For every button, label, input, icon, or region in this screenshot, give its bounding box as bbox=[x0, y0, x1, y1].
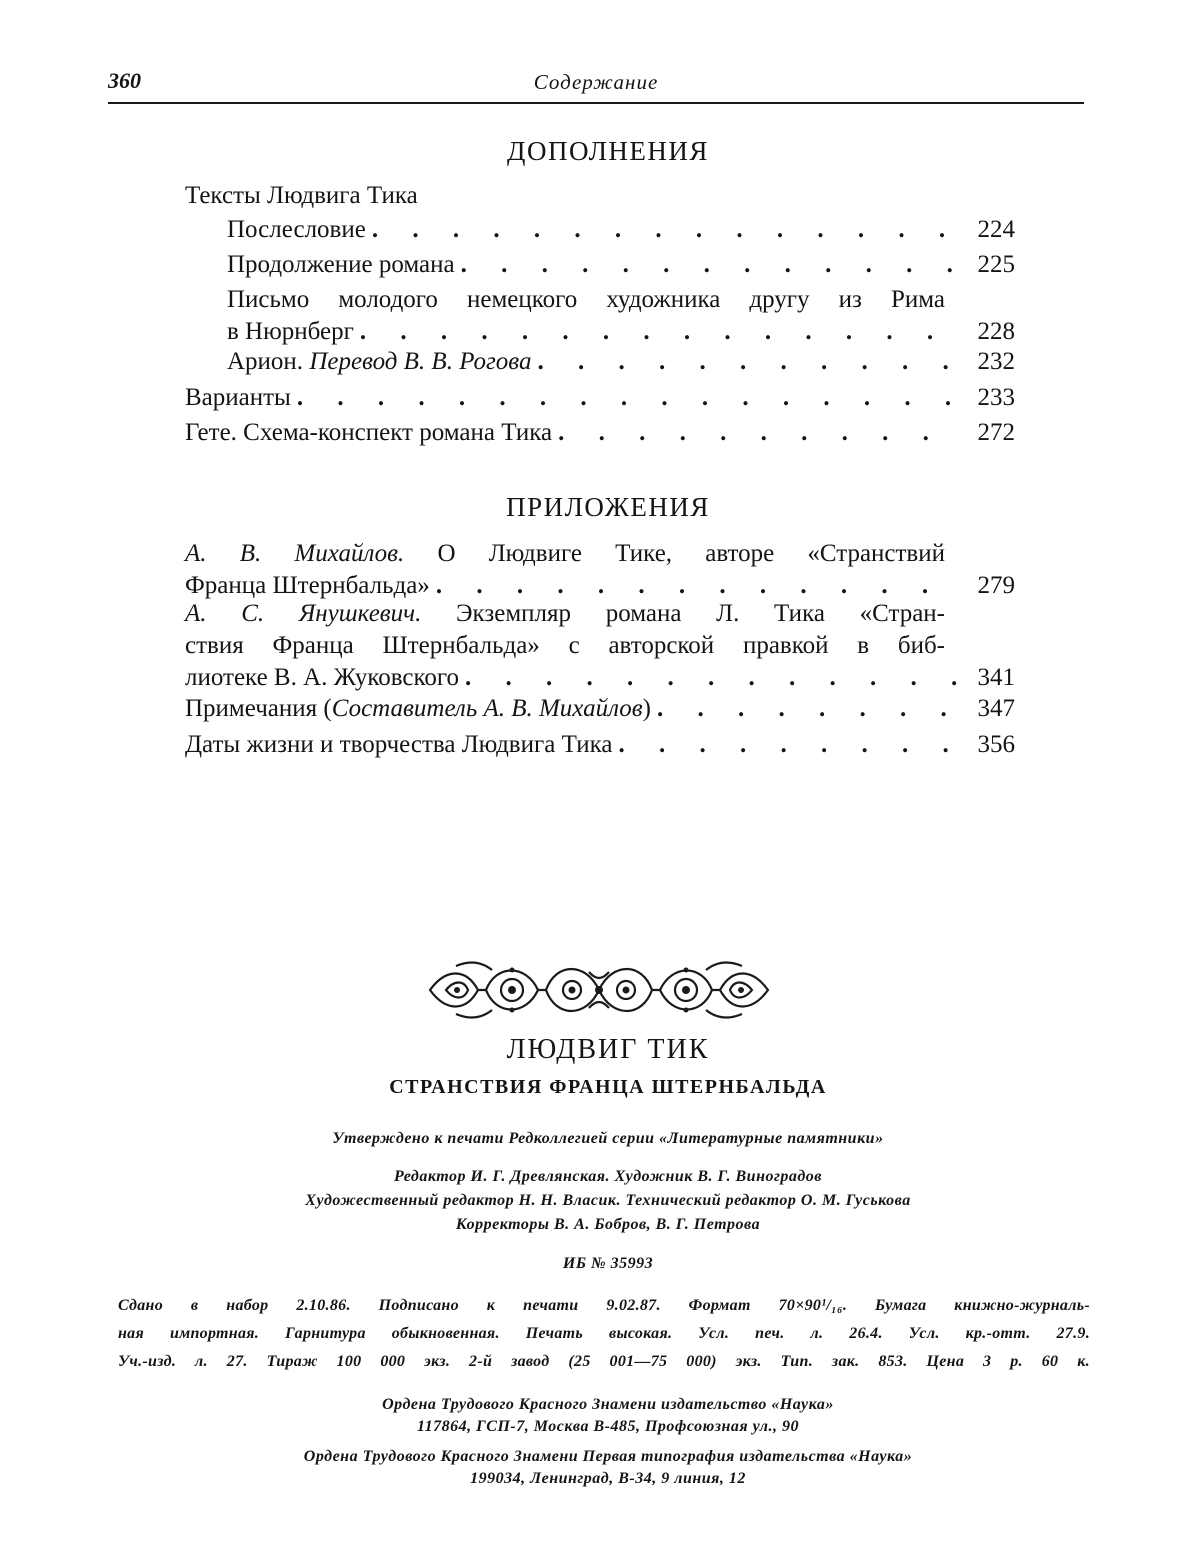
toc-entry-page: 233 bbox=[977, 384, 1015, 411]
toc-entry[interactable] bbox=[227, 249, 1015, 281]
toc-entry-author: А. В. Михайлов. bbox=[185, 540, 405, 567]
toc-entry-title-line: Экземпляр романа Л. Тика «Стран- bbox=[421, 600, 945, 627]
leader-dots bbox=[558, 417, 957, 449]
print-details-line: Сдано в набор 2.10.86. Подписано к печати 9.02.87. Формат 70×90¹/₁₆. Бумага книжно-журналь- bbox=[118, 1297, 1090, 1314]
printer-line: Ордена Трудового Красного Знамени Первая типография издательства «Наука» bbox=[303, 1448, 913, 1465]
toc-entry-title: Варианты bbox=[185, 384, 291, 411]
toc-entry-title: Гете. Схема-конспект романа Тика bbox=[185, 419, 553, 446]
leader-dots bbox=[461, 249, 957, 281]
print-details bbox=[118, 1292, 1090, 1376]
toc-entry-page: 272 bbox=[977, 419, 1015, 446]
leader-dots bbox=[618, 729, 957, 761]
toc-entry[interactable] bbox=[227, 284, 1015, 348]
running-title: Содержание bbox=[533, 70, 659, 94]
toc-entry-page: 341 bbox=[977, 664, 1015, 691]
leader-dots bbox=[372, 214, 957, 246]
leader-dots bbox=[360, 316, 957, 348]
book-author: ЛЮДВИГ ТИК bbox=[506, 1034, 710, 1065]
toc-entry-title: Послесловие bbox=[227, 216, 366, 243]
toc-entry-page: 347 bbox=[977, 695, 1015, 722]
publisher-line: Ордена Трудового Красного Знамени издательство «Наука» bbox=[382, 1396, 834, 1413]
book-title: СТРАНСТВИЯ ФРАНЦА ШТЕРНБАЛЬДА bbox=[389, 1076, 827, 1098]
toc-entry-author: А. С. Янушкевич. bbox=[185, 600, 422, 627]
toc-entry-title-line: Франца Штернбальда» bbox=[185, 572, 430, 599]
leader-dots bbox=[657, 693, 957, 725]
toc-entry-page: 224 bbox=[977, 216, 1015, 243]
staff-line: Корректоры В. А. Бобров, В. Г. Петрова bbox=[455, 1216, 761, 1233]
ib-number: ИБ № 35993 bbox=[562, 1255, 654, 1272]
toc-entry[interactable] bbox=[185, 598, 1015, 694]
toc-entry-title-line: лиотеке В. А. Жуковского bbox=[185, 664, 459, 691]
print-details-line: Уч.-изд. л. 27. Тираж 100 000 экз. 2-й завод (25 001—75 000) экз. Тип. зак. 853. Цена 3 р. 60 к. bbox=[118, 1353, 1090, 1370]
toc-entry[interactable] bbox=[185, 538, 1015, 602]
section-title-supplements: ДОПОЛНЕНИЯ bbox=[507, 136, 709, 166]
toc-entry[interactable] bbox=[185, 417, 1015, 449]
toc-entry-page: 356 bbox=[977, 731, 1015, 758]
staff-line: Художественный редактор Н. Н. Власик. Технический редактор О. М. Гуськова bbox=[305, 1192, 911, 1209]
approval-note: Утверждено к печати Редколлегией серии «Литературные памятники» bbox=[332, 1130, 884, 1147]
printer-address: 199034, Ленинград, В-34, 9 линия, 12 bbox=[470, 1470, 746, 1487]
toc-entry-title: Продолжение романа bbox=[227, 251, 455, 278]
running-header bbox=[108, 64, 1084, 104]
toc-entry-title-line: Письмо молодого немецкого художника другу из Рима bbox=[227, 286, 945, 313]
leader-dots bbox=[297, 382, 957, 414]
print-details-line: ная импортная. Гарнитура обыкновенная. Печать высокая. Усл. печ. л. 26.4. Усл. кр.-отт. 27.9. bbox=[118, 1325, 1090, 1342]
toc-entry-page: 228 bbox=[977, 318, 1015, 345]
toc-entry-page: 279 bbox=[977, 572, 1015, 599]
toc-entry[interactable]: Примечания (Составитель А. В. Михайлов) . . . 347 bbox=[185, 693, 1015, 725]
toc-entry-title: Даты жизни и творчества Людвига Тика bbox=[185, 731, 613, 758]
toc-entry[interactable] bbox=[185, 729, 1015, 761]
toc-entry-title-line: О Людвиге Тике, авторе «Странствий bbox=[404, 540, 945, 567]
staff-line: Редактор И. Г. Древлянская. Художник В. Г. Виноградов bbox=[394, 1168, 822, 1185]
toc-entry-title-line: в Нюрнберг bbox=[227, 318, 354, 345]
toc-entry-title-line: ствия Франца Штернбальда» с авторской правкой в биб- bbox=[185, 632, 945, 659]
toc-entry[interactable] bbox=[185, 382, 1015, 414]
publisher-address: 117864, ГСП-7, Москва В-485, Профсоюзная ул., 90 bbox=[416, 1418, 799, 1435]
toc-group-title: Тексты Людвига Тика bbox=[185, 182, 418, 209]
toc-entry-page: 225 bbox=[977, 251, 1015, 278]
page-number: 360 bbox=[108, 68, 141, 93]
compiler-credit: Составитель А. В. Михайлов bbox=[331, 695, 643, 722]
leader-dots bbox=[538, 346, 958, 378]
toc-entry-page: 232 bbox=[977, 348, 1015, 375]
decorative-ornament-icon bbox=[426, 958, 772, 1022]
toc-entry-title: Примечания ( bbox=[185, 695, 332, 722]
toc-entry-title: Арион. bbox=[227, 348, 310, 375]
toc-entry[interactable] bbox=[227, 214, 1015, 246]
toc-entry[interactable] bbox=[227, 346, 1015, 378]
leader-dots bbox=[465, 662, 957, 694]
section-title-appendices: ПРИЛОЖЕНИЯ bbox=[506, 492, 710, 522]
translator-credit: Перевод В. В. Рогова bbox=[309, 348, 532, 375]
